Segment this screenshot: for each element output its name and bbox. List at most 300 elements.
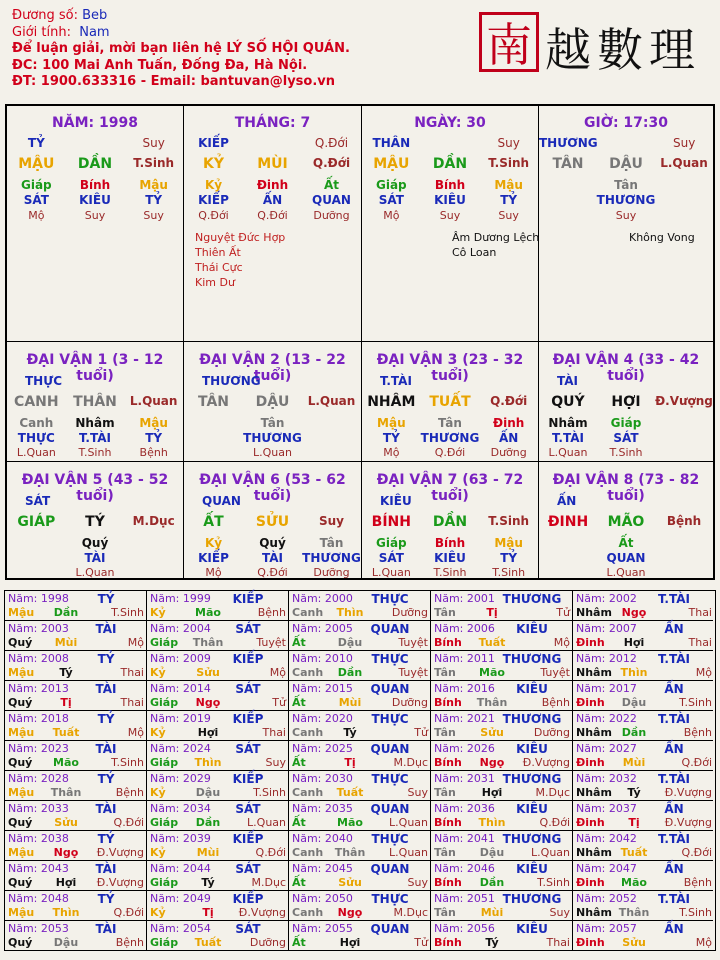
- logo-text: 越數理: [545, 23, 701, 77]
- year-label: Năm: 2031: [434, 772, 495, 785]
- luck-hidden-stem: [655, 536, 713, 550]
- year-row-bottom: [292, 816, 428, 830]
- year-stem: Tân: [434, 726, 456, 739]
- year-row-bottom: [292, 876, 428, 890]
- year-branch: Mùi: [480, 906, 504, 919]
- year-branch: Thân: [476, 696, 508, 709]
- year-cell: [5, 891, 147, 921]
- year-row-top: [150, 862, 286, 876]
- year-stage: Bệnh: [541, 696, 570, 709]
- phone-email-line: ĐT: 1900.633316 - Email: bantuvan@lyso.vn: [12, 74, 336, 89]
- luck-stem: DẬU: [255, 394, 290, 410]
- year-stage: Mộ: [127, 636, 144, 649]
- year-stage: Mộ: [695, 666, 712, 679]
- pillar-star: Suy: [672, 136, 696, 150]
- year-label: Năm: 2035: [292, 802, 353, 815]
- year-row-top: [150, 592, 286, 606]
- year-stage: Dưỡng: [391, 696, 428, 709]
- year-row-bottom: [8, 756, 144, 770]
- luck-hidden-star: SÁT: [378, 551, 404, 565]
- year-label: Năm: 2026: [434, 742, 495, 755]
- year-label: Năm: 2007: [576, 622, 637, 635]
- year-label: Năm: 2044: [150, 862, 211, 875]
- hidden-stem-row: [362, 178, 538, 192]
- luck-stem: THÂN: [73, 394, 117, 410]
- year-cell: [5, 771, 147, 801]
- so-value: Beb: [82, 8, 108, 23]
- year-row-bottom: [576, 606, 712, 620]
- luck-title: ĐẠI VẬN 4 (33 - 42 tuổi): [552, 352, 700, 384]
- year-star: THỰC: [371, 712, 409, 726]
- hidden-stem: [655, 178, 713, 192]
- luck-hidden-stage: [539, 566, 597, 579]
- luck-hidden-star: T.TÀI: [79, 431, 111, 445]
- year-branch: Hợi: [339, 936, 361, 949]
- year-stage: Đ.Vượng: [96, 846, 144, 859]
- luck-hidden-stage: L.Quan: [371, 566, 411, 579]
- year-cell: [431, 681, 573, 711]
- luck-stem: L.Quan: [307, 394, 356, 408]
- year-cell: [573, 591, 713, 621]
- note-item: Thiên Ất: [195, 246, 241, 259]
- year-branch: Sửu: [480, 726, 504, 739]
- year-label: Năm: 2052: [576, 892, 637, 905]
- luck-stem: BÍNH: [371, 514, 411, 530]
- luck-hidden-star: ẤN: [498, 431, 519, 445]
- year-row-bottom: [576, 786, 712, 800]
- year-row-bottom: [434, 696, 570, 710]
- year-stem: Mậu: [8, 666, 35, 679]
- pillar-stem: TÂN: [552, 156, 584, 172]
- year-branch: Hợi: [623, 636, 645, 649]
- year-branch: Tý: [59, 666, 73, 679]
- year-stem: Kỷ: [150, 606, 166, 619]
- luck-stem: GIÁP: [17, 514, 56, 530]
- luck-hidden-star: [655, 551, 713, 565]
- pillar-star: TỶ: [27, 136, 45, 150]
- luck-hidden-stem: Tân: [319, 536, 344, 550]
- luck-hidden-stem: [124, 536, 183, 550]
- year-row-bottom: [150, 906, 286, 920]
- year-stage: Đ.Vượng: [522, 756, 570, 769]
- year-label: Năm: 2014: [150, 682, 211, 695]
- luck-stem-row: [184, 394, 361, 410]
- year-label: Năm: 2005: [292, 622, 353, 635]
- luck-hidden-star: SÁT: [613, 431, 639, 445]
- year-branch: Tuất: [52, 726, 80, 739]
- year-label: Năm: 2042: [576, 832, 637, 845]
- year-label: Năm: 2003: [8, 622, 69, 635]
- luck-hidden-stage-row: [7, 446, 183, 459]
- pillar-title: GIỜ: 17:30: [584, 115, 668, 131]
- year-row-bottom: [150, 696, 286, 710]
- year-star: THƯƠNG: [502, 652, 562, 666]
- pillar-star: KIẾP: [198, 136, 229, 150]
- year-cell: [5, 741, 147, 771]
- year-stem: Đinh: [576, 696, 605, 709]
- year-label: Năm: 2051: [434, 892, 495, 905]
- year-cell: [431, 621, 573, 651]
- year-cell: [431, 921, 573, 951]
- year-row-bottom: [576, 726, 712, 740]
- luck-hidden-star: T.TÀI: [552, 431, 584, 445]
- year-star: QUAN: [370, 922, 410, 936]
- year-star: THƯƠNG: [502, 592, 562, 606]
- luck-hidden-star: QUAN: [606, 551, 646, 565]
- year-stem: Nhâm: [576, 786, 612, 799]
- year-branch: Ngọ: [621, 606, 647, 619]
- year-star: QUAN: [370, 742, 410, 756]
- year-row-top: [576, 592, 712, 606]
- year-star: T.TÀI: [658, 712, 690, 726]
- year-star: THỰC: [371, 652, 409, 666]
- luck-stem: DẦN: [432, 514, 468, 530]
- pillar-stem: DẦN: [432, 156, 468, 172]
- luck-stem-row: [184, 514, 361, 530]
- year-star: KIÊU: [516, 682, 548, 696]
- year-stem: Canh: [292, 786, 324, 799]
- hidden-stem: Bính: [434, 178, 466, 192]
- year-label: Năm: 2036: [434, 802, 495, 815]
- year-star: TÀI: [95, 742, 117, 756]
- year-label: Năm: 2013: [8, 682, 69, 695]
- year-cell: [573, 771, 713, 801]
- hidden-stage-row: [539, 209, 713, 222]
- year-row-top: [150, 742, 286, 756]
- year-label: Năm: 2048: [8, 892, 69, 905]
- year-star: TỶ: [97, 772, 115, 786]
- luck-hidden-stage: L.Quan: [606, 566, 646, 579]
- pillar-star: THÂN: [372, 136, 411, 150]
- year-cell: [147, 711, 289, 741]
- year-star: QUAN: [370, 802, 410, 816]
- year-cell: [147, 651, 289, 681]
- hidden-star-row: [362, 193, 538, 207]
- luck-hidden-star: [655, 431, 713, 445]
- year-cell: [5, 711, 147, 741]
- pillar-stem: MẬU: [18, 156, 55, 172]
- hidden-stem-row: [7, 178, 183, 192]
- year-row-bottom: [8, 636, 144, 650]
- year-stem: Giáp: [150, 876, 179, 889]
- year-stage: Q.Đới: [113, 816, 144, 829]
- year-stage: Bệnh: [683, 876, 712, 889]
- year-row-top: [576, 742, 712, 756]
- luck-hidden-stage-row: [539, 566, 713, 579]
- year-star: THƯƠNG: [502, 772, 562, 786]
- year-stem: Ất: [292, 756, 306, 769]
- year-label: Năm: 1999: [150, 592, 211, 605]
- chart-grid: [5, 104, 715, 580]
- hidden-star-row: [539, 193, 713, 207]
- luck-hidden-stage: L.Quan: [75, 566, 115, 579]
- pillar-stem: T.Sinh: [488, 156, 530, 170]
- year-star: ẤN: [664, 742, 684, 756]
- notes-month: [195, 230, 285, 290]
- year-stem: Đinh: [576, 756, 605, 769]
- year-cell: [289, 921, 431, 951]
- luck-hidden-stem: Bính: [434, 536, 466, 550]
- year-stem: Ất: [292, 816, 306, 829]
- hidden-star: KIẾP: [198, 193, 229, 207]
- year-stage: T.Sinh: [111, 756, 144, 769]
- year-stage: Dưỡng: [533, 726, 570, 739]
- year-cell: [289, 831, 431, 861]
- year-stage: T.Sinh: [679, 906, 712, 919]
- year-star: TỶ: [97, 652, 115, 666]
- year-stage: Đ.Vượng: [664, 786, 712, 799]
- hidden-stage: [539, 209, 597, 222]
- year-stem: Mậu: [8, 606, 35, 619]
- year-row-top: [8, 862, 144, 876]
- pillar-title: NGÀY: 30: [414, 115, 486, 131]
- year-row-top: [434, 802, 570, 816]
- luck-hidden-star: TỶ: [382, 431, 400, 445]
- note-item: Thái Cực: [195, 261, 243, 274]
- year-label: Năm: 2041: [434, 832, 495, 845]
- luck-hidden-stage: L.Quan: [253, 446, 292, 459]
- luck-hidden-stage-row: [362, 566, 538, 579]
- hidden-stem: Mậu: [494, 178, 523, 192]
- luck-title: ĐẠI VẬN 1 (3 - 12 tuổi): [26, 352, 164, 384]
- year-stage: T.Sinh: [253, 786, 286, 799]
- year-row-top: [292, 682, 428, 696]
- year-row-top: [434, 922, 570, 936]
- year-row-bottom: [434, 726, 570, 740]
- year-row-bottom: [8, 876, 144, 890]
- luck-title: ĐẠI VẬN 7 (63 - 72 tuổi): [376, 472, 524, 504]
- luck-hidden-stem-row: [362, 536, 538, 550]
- year-label: Năm: 2019: [150, 712, 211, 725]
- year-branch: Dần: [479, 876, 505, 889]
- year-row-top: [576, 922, 712, 936]
- luck-hidden-stage: Mộ: [205, 566, 222, 579]
- year-stage: Bệnh: [257, 606, 286, 619]
- year-stage: Suy: [265, 756, 286, 769]
- pillar-stem-row: [184, 156, 361, 172]
- year-star: TỶ: [97, 832, 115, 846]
- year-star: T.TÀI: [658, 892, 690, 906]
- year-label: Năm: 2054: [150, 922, 211, 935]
- luck-hidden-star: [302, 431, 361, 445]
- luck-hidden-stage: [302, 446, 361, 459]
- hidden-star: QUAN: [312, 193, 351, 207]
- year-cell: [147, 621, 289, 651]
- note-item: Nguyệt Đức Hợp: [195, 231, 286, 244]
- year-cell: [431, 831, 573, 861]
- year-stem: Tân: [434, 846, 456, 859]
- year-row-top: [576, 682, 712, 696]
- year-stem: Canh: [292, 846, 324, 859]
- luck-stem: SỬU: [255, 514, 290, 530]
- year-branch: Sửu: [338, 876, 362, 889]
- year-cell: [431, 771, 573, 801]
- year-cell: [289, 771, 431, 801]
- year-star: KIẾP: [232, 712, 264, 726]
- year-star: KIẾP: [232, 592, 264, 606]
- luck-hidden-stem: Giáp: [610, 416, 642, 430]
- year-stem: Mậu: [8, 726, 35, 739]
- year-branch: Tý: [627, 786, 641, 799]
- year-stem: Quý: [8, 696, 33, 709]
- hidden-stage: Dưỡng: [313, 209, 350, 222]
- year-label: Năm: 2002: [576, 592, 637, 605]
- year-branch: Dậu: [195, 786, 221, 799]
- hidden-star: TỶ: [145, 193, 163, 207]
- note-item: Kim Dư: [195, 276, 235, 289]
- luck-hidden-stem-row: [184, 416, 361, 430]
- year-branch: Dần: [195, 816, 221, 829]
- year-stage: Đ.Vượng: [238, 906, 286, 919]
- year-stage: Q.Đới: [539, 816, 570, 829]
- year-row-top: [576, 622, 712, 636]
- year-cell: [431, 591, 573, 621]
- year-row-top: [292, 832, 428, 846]
- year-stage: Bệnh: [115, 936, 144, 949]
- year-branch: Tý: [485, 936, 499, 949]
- year-branch: Tuất: [478, 636, 506, 649]
- year-stage: L.Quan: [389, 846, 428, 859]
- address-line: ĐC: 100 Mai Anh Tuấn, Đống Đa, Hà Nội.: [12, 57, 308, 73]
- year-row-top: [150, 922, 286, 936]
- luck-hidden-star: [7, 551, 66, 565]
- luck-hidden-star: TỶ: [500, 551, 518, 565]
- year-cell: [147, 771, 289, 801]
- year-stage: Thai: [120, 666, 144, 679]
- year-stage: Q.Đới: [255, 846, 286, 859]
- year-label: Năm: 1998: [8, 592, 69, 605]
- luck-hidden-stem: Nhâm: [75, 416, 115, 430]
- year-cell: [147, 831, 289, 861]
- year-row-top: [150, 712, 286, 726]
- hidden-stage: [655, 209, 713, 222]
- luck-hidden-stem-row: [539, 536, 713, 550]
- luck-stem-row: [539, 394, 713, 410]
- luck-stem: L.Quan: [129, 394, 178, 408]
- year-star: TÀI: [95, 802, 117, 816]
- so-label: Đương số:: [12, 8, 78, 23]
- year-row-top: [150, 772, 286, 786]
- luck-hidden-star-row: [539, 431, 713, 445]
- year-row-bottom: [292, 846, 428, 860]
- year-star: KIẾP: [232, 892, 264, 906]
- luck-hidden-star-row: [7, 431, 183, 445]
- luck-stem: Bệnh: [666, 514, 702, 528]
- year-row-top: [576, 712, 712, 726]
- year-label: Năm: 2032: [576, 772, 637, 785]
- year-label: Năm: 2022: [576, 712, 637, 725]
- year-stem: Quý: [8, 936, 33, 949]
- year-row-bottom: [434, 606, 570, 620]
- luck-hidden-stage: Dưỡng: [313, 566, 350, 579]
- year-stage: Q.Đới: [113, 906, 144, 919]
- hidden-stage-row: [7, 209, 183, 222]
- luck-hidden-stem: Mậu: [377, 416, 406, 430]
- luck-hidden-stem: [7, 536, 66, 550]
- luck-stem: Đ.Vượng: [655, 394, 713, 408]
- luck-hidden-stage: [124, 566, 183, 579]
- year-cell: [573, 921, 713, 951]
- luck-hidden-star: [124, 551, 183, 565]
- year-cell: [5, 801, 147, 831]
- luck-cell: [362, 462, 539, 580]
- year-cell: [147, 801, 289, 831]
- luck-hidden-stage-row: [184, 446, 361, 459]
- pillar-title: NĂM: 1998: [52, 115, 138, 131]
- year-table: [4, 590, 716, 951]
- year-row-bottom: [434, 756, 570, 770]
- luck-stem-row: [362, 394, 538, 410]
- year-row-top: [292, 652, 428, 666]
- year-row-bottom: [8, 936, 144, 950]
- year-row-bottom: [8, 906, 144, 920]
- year-row-top: [434, 682, 570, 696]
- luck-stem: T.Sinh: [488, 514, 530, 528]
- year-branch: Mùi: [622, 756, 646, 769]
- year-stem: Bính: [434, 936, 462, 949]
- luck-hidden-stage-row: [539, 446, 713, 459]
- year-star: TÀI: [95, 862, 117, 876]
- luck-hidden-stem: Giáp: [376, 536, 407, 550]
- note-item: Cô Loan: [452, 246, 497, 259]
- hidden-stem: Giáp: [376, 178, 407, 192]
- hidden-star-row: [184, 193, 361, 207]
- luck-hidden-stem: Mậu: [139, 416, 168, 430]
- year-star: KIÊU: [516, 622, 548, 636]
- year-label: Năm: 2043: [8, 862, 69, 875]
- hidden-stage: Q.Đới: [198, 209, 229, 222]
- year-row-bottom: [150, 666, 286, 680]
- year-label: Năm: 2056: [434, 922, 495, 935]
- year-stem: Canh: [292, 726, 324, 739]
- hidden-stem: Mậu: [139, 178, 168, 192]
- hidden-stage: Suy: [615, 209, 637, 222]
- year-cell: [289, 801, 431, 831]
- year-label: Năm: 2023: [8, 742, 69, 755]
- year-row-top: [576, 892, 712, 906]
- year-star: T.TÀI: [658, 652, 690, 666]
- luck-hidden-stage: [655, 446, 713, 459]
- luck-hidden-stem: Quý: [259, 536, 286, 550]
- year-label: Năm: 2004: [150, 622, 211, 635]
- luck-stem: MÃO: [607, 514, 645, 530]
- pillar-stem: DẬU: [609, 156, 643, 172]
- year-star: KIÊU: [516, 922, 548, 936]
- year-stage: Suy: [407, 786, 428, 799]
- luck-hidden-star: TỶ: [145, 431, 163, 445]
- year-branch: Thìn: [336, 606, 364, 619]
- year-branch: Dần: [621, 726, 647, 739]
- year-cell: [147, 891, 289, 921]
- year-label: Năm: 2057: [576, 922, 637, 935]
- year-stage: Suy: [407, 876, 428, 889]
- year-cell: [573, 681, 713, 711]
- year-stem: Bính: [434, 696, 462, 709]
- luck-hidden-stem: [184, 416, 243, 430]
- hidden-stem: Tân: [614, 178, 638, 192]
- pillar-stem: DẦN: [77, 156, 113, 172]
- year-label: Năm: 2008: [8, 652, 69, 665]
- gender-value: Nam: [79, 24, 110, 40]
- year-row-bottom: [434, 666, 570, 680]
- year-cell: [573, 861, 713, 891]
- year-cell: [431, 711, 573, 741]
- luck-hidden-stage: Dưỡng: [490, 446, 527, 459]
- luck-hidden-stem: Quý: [81, 536, 109, 550]
- luck-stem: ĐINH: [547, 514, 589, 530]
- year-cell: [573, 801, 713, 831]
- year-stage: M.Dục: [251, 876, 286, 889]
